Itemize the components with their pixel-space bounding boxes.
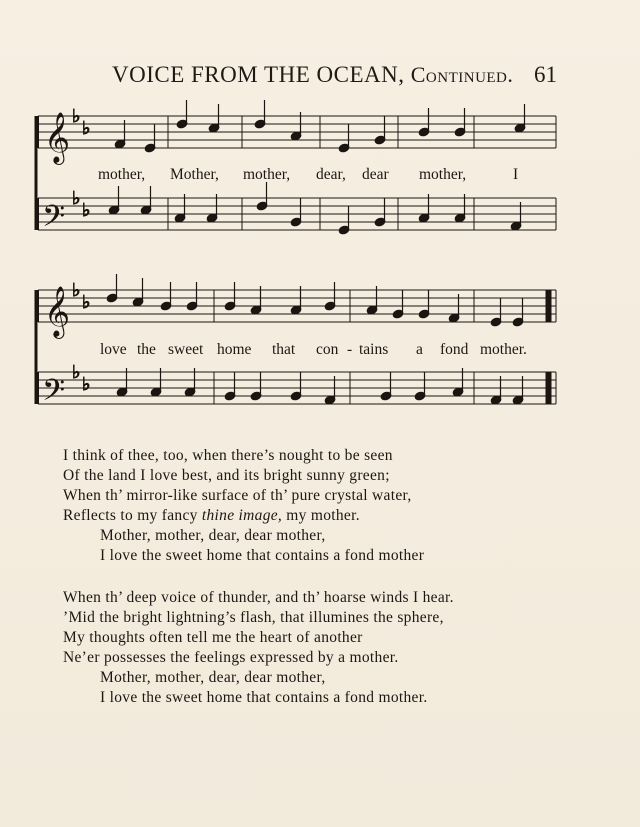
flat-icon: ♭ [82, 292, 91, 313]
bass-clef-icon: 𝄢 [42, 374, 66, 415]
lyric-syllable: home [217, 341, 252, 358]
flat-icon: ♭ [82, 200, 91, 221]
lyric-syllable: sweet [168, 341, 204, 358]
bass-clef-icon: 𝄢 [42, 200, 66, 241]
lyric-syllable: mother, [243, 166, 291, 183]
verse-refrain-line: Mother, mother, dear, dear mother, [100, 527, 326, 544]
verse-line: ’Mid the bright lightning’s flash, that illumines the sphere, [63, 609, 444, 626]
page-title: VOICE FROM THE OCEAN, Continued. [112, 62, 514, 87]
flat-icon: ♭ [72, 362, 81, 383]
lyric-syllable: fond [440, 341, 469, 358]
flat-icon: ♭ [72, 280, 81, 301]
treble-clef-icon: 𝄞 [44, 286, 71, 337]
verse-refrain-line: Mother, mother, dear, dear mother, [100, 669, 326, 686]
verse-line: Of the land I love best, and its bright sunny green; [63, 467, 390, 484]
lyric-syllable: Mother, [170, 166, 219, 183]
verse-line: I think of thee, too, when there’s nought to be seen [63, 447, 393, 464]
lyric-syllable: - [347, 341, 353, 358]
lyric-syllable: love [100, 341, 127, 358]
lyric-syllable: dear [362, 166, 389, 183]
verse-line: My thoughts often tell me the heart of another [63, 629, 363, 646]
flat-icon: ♭ [72, 188, 81, 209]
final-barline [546, 372, 551, 404]
verse-line: Ne’er possesses the feelings expressed by a mother. [63, 649, 399, 666]
verse-refrain-line: I love the sweet home that contains a fond mother [100, 547, 425, 564]
lyric-syllable: I [513, 166, 519, 183]
lyric-syllable: mother, [419, 166, 467, 183]
treble-clef-icon: 𝄞 [44, 112, 71, 163]
verse-line: Reflects to my fancy thine image, my mother. [63, 507, 360, 524]
lyric-syllable: the [137, 341, 156, 358]
lyric-syllable: tains [359, 341, 389, 358]
lyric-syllable: con [316, 341, 339, 358]
verse-refrain-line: I love the sweet home that contains a fond mother. [100, 689, 428, 706]
verse-line: When th’ mirror-like surface of th’ pure crystal water, [63, 487, 412, 504]
verse-line: When th’ deep voice of thunder, and th’ hoarse winds I hear. [63, 589, 454, 606]
emphasized-text: thine image, [201, 507, 283, 524]
flat-icon: ♭ [82, 118, 91, 139]
flat-icon: ♭ [82, 374, 91, 395]
lyric-syllable: dear, [316, 166, 346, 183]
page-number: 61 [534, 62, 557, 87]
lyric-syllable: a [416, 341, 423, 358]
flat-icon: ♭ [72, 106, 81, 127]
lyric-syllable: mother, [98, 166, 146, 183]
lyric-syllable: mother. [480, 341, 527, 358]
final-barline [546, 290, 551, 322]
lyric-syllable: that [272, 341, 296, 358]
